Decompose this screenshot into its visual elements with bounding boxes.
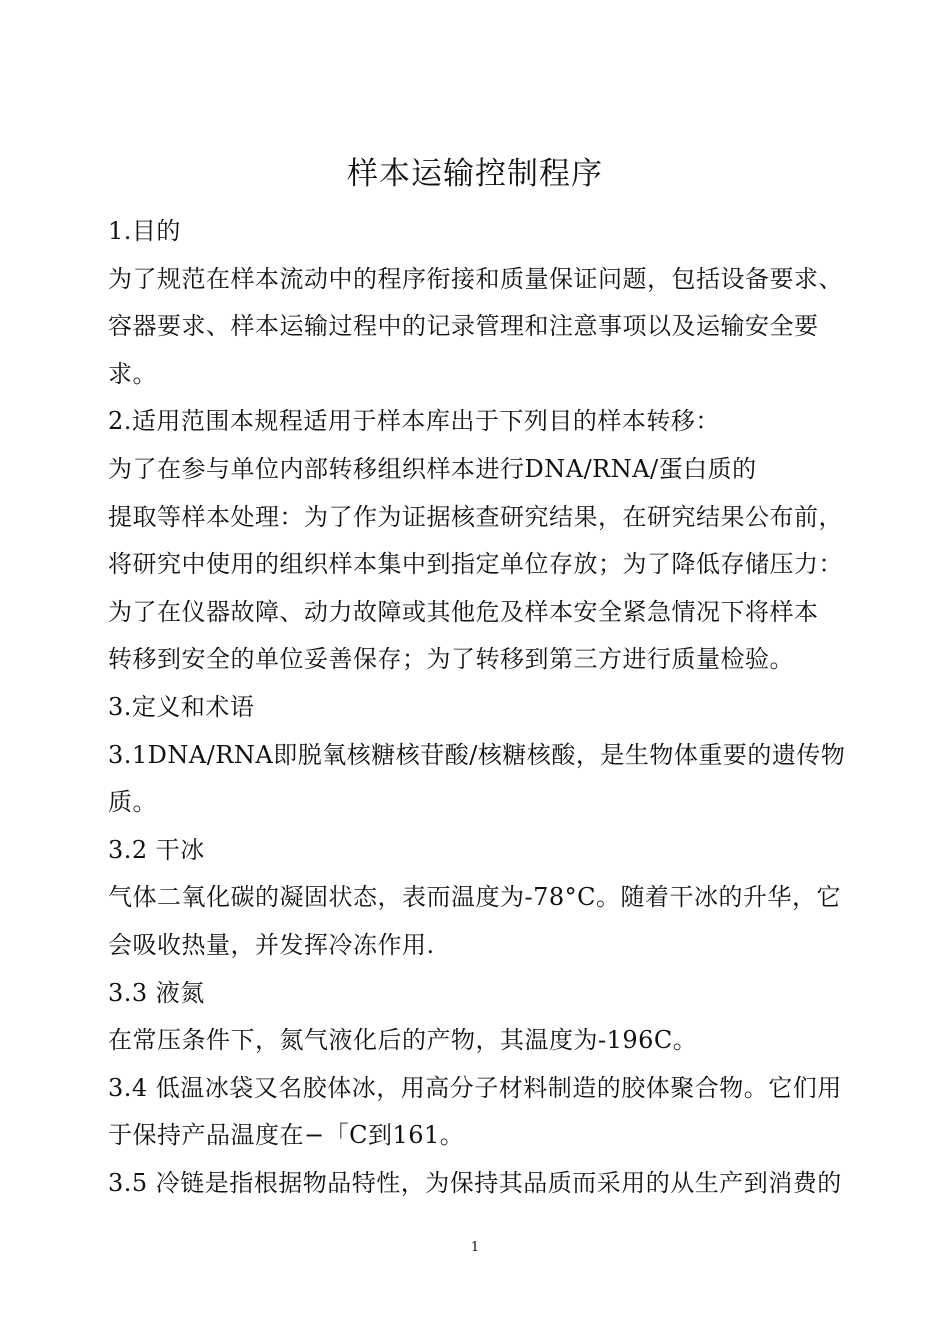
body-line-17: 3.3 液氮 [108,978,205,1007]
body-line-15: 气体二氧化碳的凝固状态，表而温度为-78°C。随着干冰的升华，它 [108,883,842,912]
body-line-12: 3.1DNA/RNA即脱氧核糖核苷酸/核糖核酸，是生物体重要的遗传物 [108,740,846,769]
body-line-9: 为了在仪器故障、动力故障或其他危及样本安全紧急情况下将样本 [108,597,819,626]
body-line-13: 质。 [108,788,157,817]
body-line-11: 3.定义和术语 [108,692,255,721]
body-line-14: 3.2 干冰 [108,835,205,864]
body-line-4: 求。 [108,359,157,388]
body-line-5: 2.适用范围本规程适用于样本库出于下列目的样本转移： [108,407,720,436]
body-line-7: 提取等样本处理：为了作为证据核查研究结果，在研究结果公布前， [108,502,843,531]
body-line-6: 为了在参与单位内部转移组织样本进行DNA/RNA/蛋白质的 [108,454,757,483]
body-line-19: 3.4 低温冰袋又名胶体冰，用高分子材料制造的胶体聚合物。它们用 [108,1073,842,1102]
body-line-18: 在常压条件下，氮气液化后的产物，其温度为-196C。 [108,1026,698,1055]
body-line-20: 于保持产品温度在−「C到161。 [108,1121,465,1150]
body-line-16: 会吸收热量，并发挥冷冻作用. [108,930,435,959]
body-line-2: 为了规范在样本流动中的程序衔接和质量保证问题，包括设备要求、 [108,264,843,293]
body-line-21: 3.5 冷链是指根据物品特性，为保持其品质而采用的从生产到消费的 [108,1168,842,1197]
body-line-1: 1.目的 [108,217,181,245]
document-title: 样本运输控制程序 [347,156,603,192]
page-number: 1 [470,1240,480,1255]
body-line-8: 将研究中使用的组织样本集中到指定单位存放；为了降低存储压力： [108,550,843,579]
document-body [108,208,848,1207]
body-line-10: 转移到安全的单位妥善保存；为了转移到第三方进行质量检验。 [108,645,794,674]
body-line-3: 容器要求、样本运输过程中的记录管理和注意事项以及运输安全要 [108,312,819,341]
